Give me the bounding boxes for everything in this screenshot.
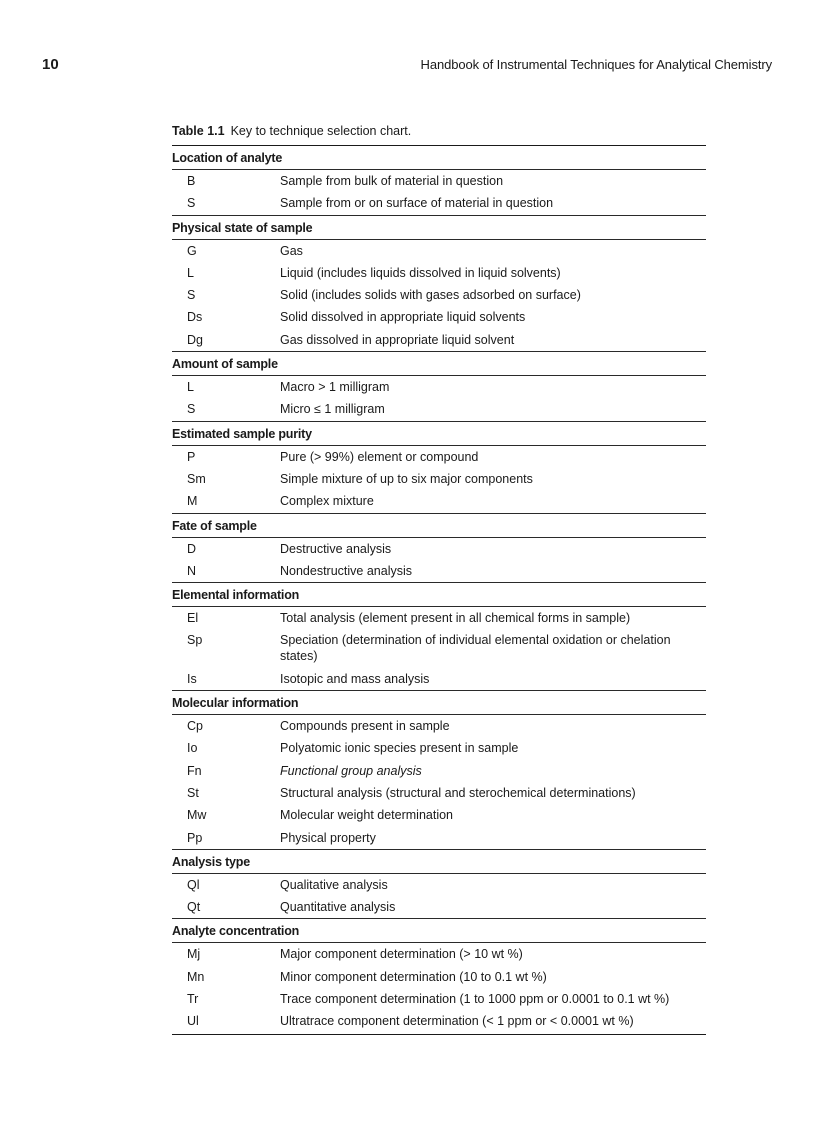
table-bottom-rule (172, 1034, 706, 1035)
table-row (172, 782, 706, 804)
table-section (172, 919, 706, 1032)
table-section (172, 422, 706, 514)
row-description: Major component determination (> 10 wt %) (280, 947, 523, 962)
row-code: El (187, 611, 199, 626)
table-section (172, 352, 706, 422)
row-description: Destructive analysis (280, 541, 392, 556)
row-code: Cp (187, 719, 203, 734)
row-description: Total analysis (element present in all chemical forms in sample) (280, 611, 631, 626)
row-code: Mw (187, 808, 207, 823)
row-code: Qt (187, 900, 201, 915)
table-caption (172, 122, 706, 140)
table-row (172, 804, 706, 826)
section-heading: Elemental information (172, 583, 706, 607)
table-row (172, 943, 706, 965)
row-description: Speciation (determination of individual elemental oxidation or chelation states) (280, 633, 671, 664)
row-description: Isotopic and mass analysis (280, 671, 430, 686)
row-description: Sample from bulk of material in question (280, 174, 504, 188)
row-description: Macro > 1 milligram (280, 380, 390, 395)
row-description: Structural analysis (structural and sterochemical determinations) (280, 785, 636, 800)
row-code: Fn (187, 763, 202, 778)
row-description: Ultratrace component determination (< 1 ppm or < 0.0001 wt %) (280, 1014, 634, 1029)
row-code: L (187, 265, 194, 280)
table-row (172, 538, 706, 560)
section-heading: Estimated sample purity (172, 422, 706, 446)
row-code: Is (187, 671, 197, 686)
row-code: Pp (187, 830, 203, 845)
section-heading: Analysis type (172, 850, 706, 874)
row-description: Quantitative analysis (280, 900, 396, 915)
table-row (172, 306, 706, 328)
row-code: P (187, 449, 196, 464)
row-code: Tr (187, 992, 199, 1007)
table-row (172, 1010, 706, 1032)
table-row (172, 446, 706, 468)
running-head: Handbook of Instrumental Techniques for Analytical Chemistry (420, 57, 772, 72)
row-code: L (187, 380, 194, 395)
row-description: Minor component determination (10 to 0.1 wt %) (280, 969, 547, 984)
table-row (172, 668, 706, 690)
row-description: Compounds present in sample (280, 719, 450, 734)
row-code: G (187, 243, 197, 258)
row-code: Sm (187, 471, 206, 486)
table-row (172, 329, 706, 351)
table-row (172, 560, 706, 582)
row-code: Io (187, 741, 198, 756)
table-row (172, 760, 706, 782)
section-heading: Molecular information (172, 691, 706, 715)
row-code: M (187, 494, 198, 509)
table-caption-label: Table 1.1 (172, 124, 225, 138)
key-table (172, 122, 706, 1035)
table-row (172, 192, 706, 214)
table-section (172, 691, 706, 850)
table-row (172, 827, 706, 849)
row-code: Mj (187, 947, 201, 962)
table-row (172, 629, 706, 667)
table-row (172, 874, 706, 896)
row-code: Ds (187, 310, 203, 325)
row-code: D (187, 541, 197, 556)
table-section (172, 146, 706, 216)
row-code: S (187, 196, 196, 211)
row-description: Liquid (includes liquids dissolved in liquid solvents) (280, 265, 561, 280)
table-row (172, 490, 706, 512)
row-description: Polyatomic ionic species present in sample (280, 741, 519, 756)
table-row (172, 715, 706, 737)
page-number: 10 (42, 56, 59, 73)
section-heading: Location of analyte (172, 146, 706, 170)
row-code: Ul (187, 1014, 199, 1029)
row-description: Physical property (280, 830, 376, 845)
section-heading: Analyte concentration (172, 919, 706, 943)
table-row (172, 240, 706, 262)
row-description: Gas (280, 243, 303, 258)
table-row (172, 607, 706, 629)
table-row (172, 988, 706, 1010)
row-code: Ql (187, 877, 200, 892)
table-row (172, 966, 706, 988)
row-description: Solid dissolved in appropriate liquid solvents (280, 310, 526, 325)
table-row (172, 376, 706, 398)
table-body (172, 146, 706, 1033)
row-description: Complex mixture (280, 494, 374, 509)
table-section (172, 216, 706, 352)
section-heading: Amount of sample (172, 352, 706, 376)
table-row (172, 170, 706, 192)
table-caption-text: Key to technique selection chart. (230, 124, 412, 138)
row-description: Molecular weight determination (280, 808, 454, 823)
section-heading: Fate of sample (172, 514, 706, 538)
row-code: S (187, 402, 196, 417)
table-row (172, 398, 706, 420)
table-row (172, 468, 706, 490)
table-row (172, 737, 706, 759)
row-code: St (187, 785, 199, 800)
row-description: Trace component determination (1 to 1000 ppm or 0.0001 to 0.1 wt %) (280, 992, 670, 1007)
row-description: Qualitative analysis (280, 877, 388, 892)
row-description: Nondestructive analysis (280, 563, 413, 578)
table-section (172, 514, 706, 584)
row-code: S (187, 288, 196, 303)
table-section (172, 850, 706, 920)
row-code: Mn (187, 969, 205, 984)
row-code: N (187, 563, 197, 578)
table-row (172, 284, 706, 306)
row-description: Gas dissolved in appropriate liquid solvent (280, 332, 515, 347)
row-code: Dg (187, 332, 203, 347)
table-row (172, 262, 706, 284)
table-row (172, 896, 706, 918)
section-heading: Physical state of sample (172, 216, 706, 240)
row-description: Solid (includes solids with gases adsorbed on surface) (280, 288, 581, 303)
row-code: B (187, 174, 196, 188)
row-description: Simple mixture of up to six major components (280, 471, 533, 486)
row-description: Pure (> 99%) element or compound (280, 449, 479, 464)
row-code: Sp (187, 633, 203, 648)
row-description: Micro ≤ 1 milligram (280, 402, 385, 417)
row-description: Functional group analysis (280, 763, 422, 778)
row-description: Sample from or on surface of material in question (280, 196, 554, 211)
table-section (172, 583, 706, 691)
